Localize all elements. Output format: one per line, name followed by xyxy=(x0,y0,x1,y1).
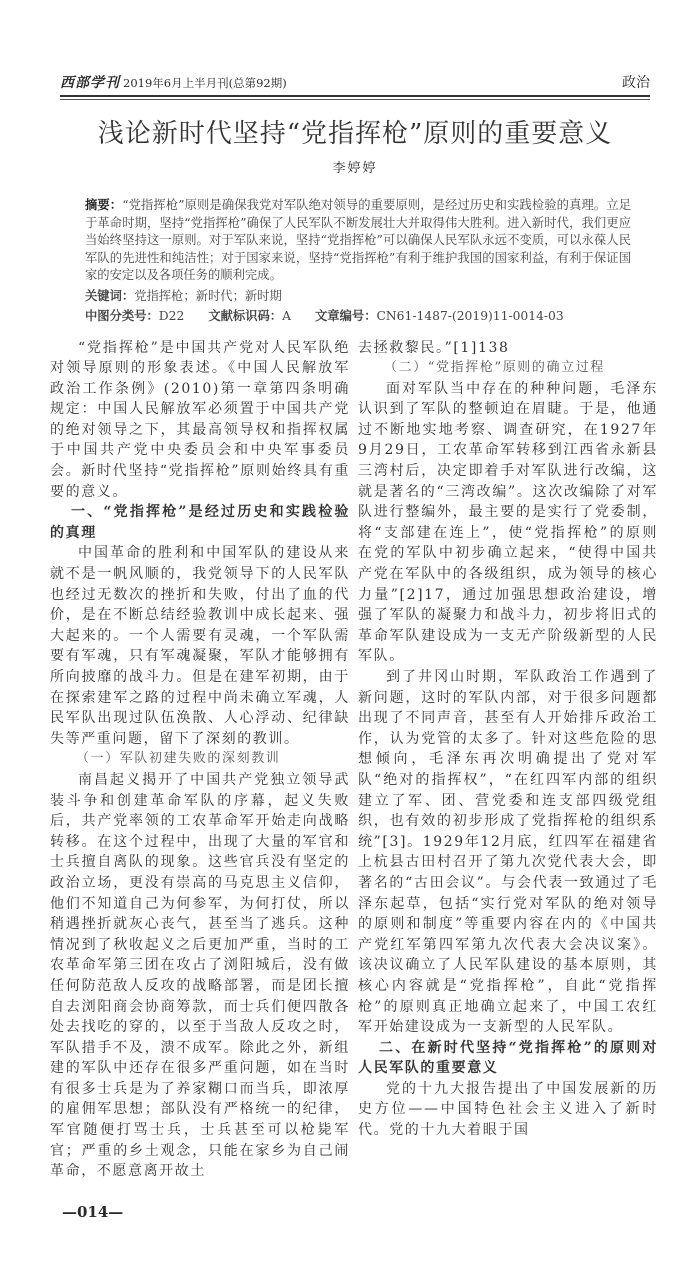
paragraph: 中国革命的胜利和中国军队的建设从来就不是一帆风顺的，我党领导下的人民军队也经过无数次的挫折和失败，付出了血的代价，是在不断总结经验教训中成长起来、强大起来的。一个人需要有灵魂，一个军队需要有军魂，只有军魂凝聚，军队才能够拥有所向披靡的战斗力。但是在建军初期，由于在探索建军之路的过程中尚未确立军魂，人民军队出现过队伍涣散、人心浮动、纪律缺失等严重问题，留下了深刻的教训。 xyxy=(50,545,350,747)
right-column xyxy=(358,338,658,1141)
abstract-text: “党指挥枪”原则是确保我党对军队绝对领导的重要原则，是经过历史和实践检验的真理。立足于革命时期，坚持“党指挥枪”确保了人民军队不断发展壮大并取得伟大胜利。进入新时代，我们更应当始终坚持这一原则。对于军队来说，坚持“党指挥枪”可以确保人民军队永远不变质，可以永葆人民军队的先进性和纯洁性；对于国家来说，坚持“党指挥枪”有利于维护我国的国家利益，有利于保证国家的安定以及各项任务的顺利完成。 xyxy=(85,198,631,282)
paragraph: “党指挥枪”是中国共产党对人民军队绝对领导原则的形象表述。《中国人民解放军政治工作条例》(2010)第一章第四条明确规定：中国人民解放军必须置于中国共产党的绝对领导之下，其最高领导权和指挥权属于中国共产党中央委员会和中央军事委员会。新时代坚持“党指挥枪”原则始终具有重要的意义。 xyxy=(50,339,350,500)
article-no-value: CN61-1487-(2019)11-0014-03 xyxy=(376,309,564,323)
page-number: —014— xyxy=(62,1202,124,1221)
abstract-label: 摘要： xyxy=(85,197,123,212)
keywords-text: 党指挥枪；新时代；新时期 xyxy=(134,288,282,303)
subsection-heading: （一）军队初建失败的深刻教训 xyxy=(76,751,281,767)
keywords-label: 关键词： xyxy=(85,287,135,303)
doc-code-value: A xyxy=(282,309,291,323)
left-column xyxy=(50,338,350,1182)
subsection-heading: （二）“党指挥枪”原则的确立过程 xyxy=(384,360,605,376)
keywords xyxy=(85,287,631,306)
body-columns xyxy=(50,338,660,1182)
abstract xyxy=(85,196,631,285)
clc-label: 中图分类号： xyxy=(85,308,159,323)
paragraph: 到了井冈山时期，军队政治工作遇到了新问题，这时的军队内部，对于很多问题都出现了不同声音，甚至有人开始排斥政治工作，认为党管的太多了。针对这些危险的思想倾向，毛泽东再次明确提出了党对军队“绝对的指挥权”，“在红四军内部的组织建立了军、团、营党委和连支部四级党组织，也有效的初步形成了党指挥枪的组织系统”[3]。1929年12月底，红四军在福建省上杭县古田村召开了第九次党代表大会，即著名的“古田会议”。与会代表一致通过了毛泽东起草，包括“实行党对军队的绝对领导的原则和制度”等重要内容在内的《中国共产党红军第四军第九次代表大会决议案》。该决议确立了人民军队建设的基本原则，其核心内容就是“党指挥枪”，自此“党指挥枪”的原则真正地确立起来了，中国工农红军开始建设成为一支新型的人民军队。 xyxy=(358,669,658,1036)
doc-code-label: 文献标识码： xyxy=(208,308,283,323)
header-rule xyxy=(60,95,650,97)
clc-value: D22 xyxy=(158,309,185,323)
article-title: 浅论新时代坚持“党指挥枪”原则的重要意义 xyxy=(97,119,613,149)
header-rule-thin xyxy=(60,99,650,100)
paragraph: 去拯救黎民。”[1]138 xyxy=(358,339,510,356)
journal-logo: 西部学刊 xyxy=(60,75,120,91)
paragraph: 面对军队当中存在的种种问题，毛泽东认识到了军队的整顿迫在眉睫。于是，他通过不断地实地考察、调查研究，在1927年9月29日，工农革命军转移到江西省永新县三湾村后，决定即着手对军队进行改编，这就是著名的“三湾改编”。这次改编除了对军队进行整编外，最主要的是实行了党委制，将“支部建在连上”，使“党指挥枪”的原则在党的军队中初步确立起来，“使得中国共产党在军队中的各级组织，成为领导的核心力量”[2]17，通过加强思想政治建设，增强了军队的凝聚力和战斗力，初步将旧式的革命军队建设成为一支无产阶级新型的人民军队。 xyxy=(358,380,658,665)
section-label: 政治 xyxy=(622,75,650,91)
classification-line xyxy=(85,307,631,326)
section-heading: 二、在新时代坚持“党指挥枪”的原则对人民军队的重要意义 xyxy=(358,1039,658,1077)
running-header xyxy=(60,74,650,92)
article-no-label: 文章编号： xyxy=(315,308,377,323)
paragraph: 南昌起义揭开了中国共产党独立领导武装斗争和创建革命军队的序幕，起义失败后，共产党率领的工农革命军开始走向战略转移。在这个过程中，出现了大量的军官和士兵擅自离队的现象。这些官兵没有坚定的政治立场，更没有崇高的马克思主义信仰，他们不知道自己为何参军，为何打仗，所以稍遇挫折就灰心丧气，甚至当了逃兵。这种情况到了秋收起义之后更加严重，当时的工农革命军第三团在攻占了浏阳城后，没有做任何防范敌人反攻的战略部署，而是团长擅自去浏阳商会协商筹款，而士兵们便四散各处去找吃的穿的，以至于当敌人反攻之时，军队措手不及，溃不成军。除此之外，新组建的军队中还存在很多严重问题，如在当时有很多士兵是为了养家糊口而当兵，即浓厚的雇佣军思想；部队没有严格统一的纪律，军官随便打骂士兵，士兵甚至可以枪毙军官；严重的乡土观念，只能在家乡为自己闹革命，不愿意离开故土 xyxy=(50,771,350,1180)
section-heading: 一、“党指挥枪”是经过历史和实践检验的真理 xyxy=(50,504,350,541)
author-name: 李婷婷 xyxy=(332,161,378,176)
issue-info: 2019年6月上半月刊(总第92期) xyxy=(123,76,287,90)
paragraph: 党的十九大报告提出了中国发展新的历史方位——中国特色社会主义进入了新时代。党的十九大着眼于国 xyxy=(358,1080,658,1139)
